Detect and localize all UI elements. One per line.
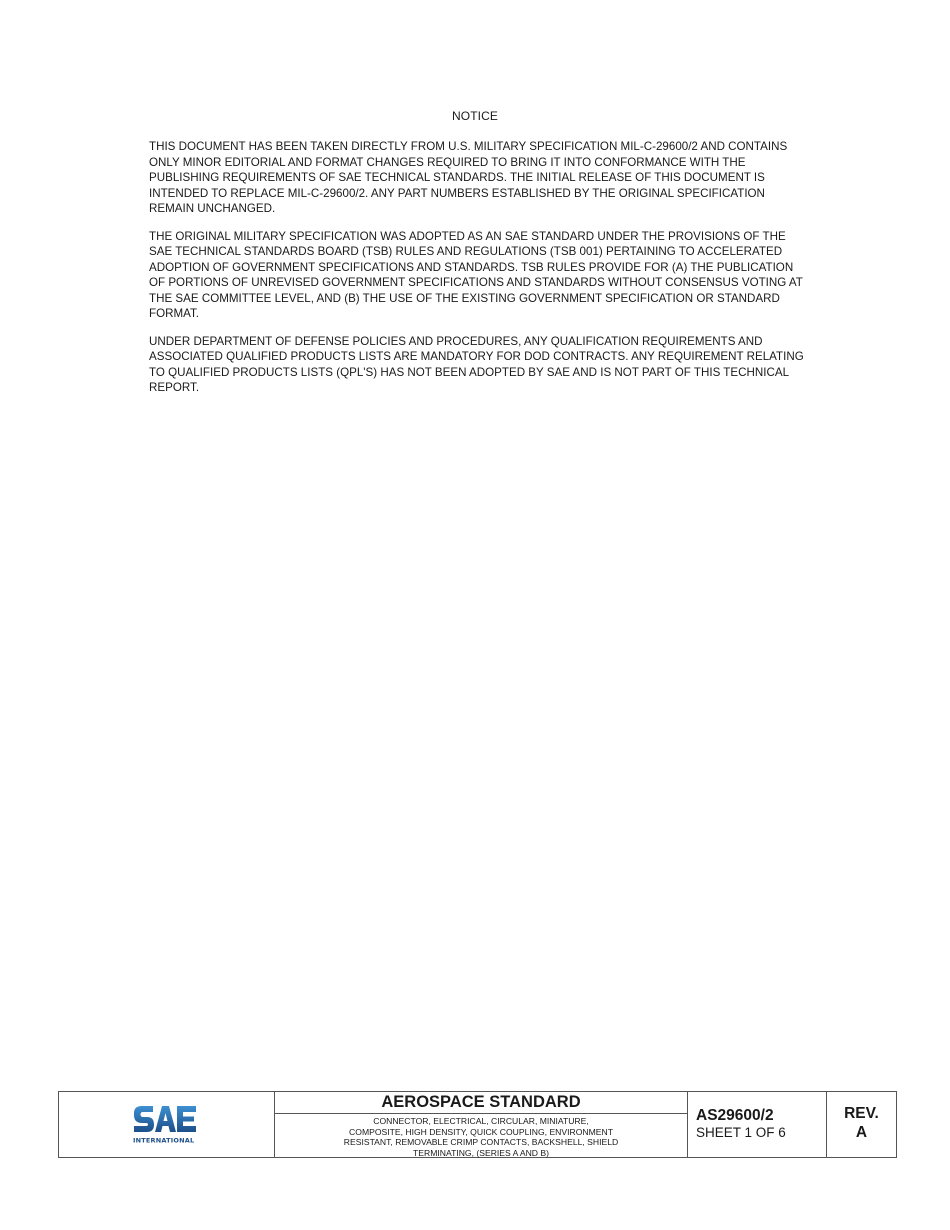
description-line: TERMINATING, (SERIES A AND B) [413,1147,549,1158]
description-line: CONNECTOR, ELECTRICAL, CIRCULAR, MINIATURE, [373,1116,589,1126]
standard-heading: AEROSPACE STANDARD [275,1092,687,1114]
description-line: RESISTANT, REMOVABLE CRIMP CONTACTS, BACKSHELL, SHIELD [343,1137,619,1148]
logo-subtext: INTERNATIONAL [132,1136,194,1144]
revision-value: A [855,1124,868,1141]
sheet-number: SHEET 1 OF 6 [696,1125,786,1140]
title-block [58,1091,897,1158]
sae-logo [59,1092,275,1157]
standard-description [275,1114,687,1158]
description-line: COMPOSITE, HIGH DENSITY, QUICK COUPLING, ENVIRONMENT [349,1126,613,1137]
notice-paragraph: THE ORIGINAL MILITARY SPECIFICATION WAS ADOPTED AS AN SAE STANDARD UNDER THE PROVISIONS OF THE SAE TECHNICAL STANDARDS BOARD (TSB) RULES AND REGULATIONS (TSB 001) PERTAINING TO ACCELERATED ADOPTION OF GOVERNMENT SPECIFICATIONS AND STANDARDS. TSB RULES PROVIDE FOR (A) THE PUBLICATION OF PORTIONS OF UNREVISED GOVERNMENT SPECIFICATIONS AND STANDARDS WITHOUT CONSENSUS VOTING AT THE SAE COMMITTEE LEVEL, AND (B) THE USE OF THE EXISTING GOVERNMENT SPECIFICATION OR STANDARD FORMAT. [149,229,803,320]
document-id-section [688,1092,827,1157]
notice-title: NOTICE [452,109,498,123]
sae-logo-mark [132,1103,202,1147]
notice-paragraph: THIS DOCUMENT HAS BEEN TAKEN DIRECTLY FROM U.S. MILITARY SPECIFICATION MIL-C-29600/2 AND CONTAINS ONLY MINOR EDITORIAL AND FORMAT CHANGES REQUIRED TO BRING IT INTO CONFORMANCE WITH THE PUBLISHING REQUIREMENTS OF SAE TECHNICAL STANDARDS. THE INITIAL RELEASE OF THIS DOCUMENT IS INTENDED TO REPLACE MIL-C-29600/2. ANY PART NUMBERS ESTABLISHED BY THE ORIGINAL SPECIFICATION REMAIN UNCHANGED. [149,140,788,215]
notice-paragraph: UNDER DEPARTMENT OF DEFENSE POLICIES AND PROCEDURES, ANY QUALIFICATION REQUIREMENTS AND ASSOCIATED QUALIFIED PRODUCTS LISTS ARE MANDATORY FOR DOD CONTRACTS. ANY REQUIREMENT RELATING TO QUALIFIED PRODUCTS LISTS (QPL'S) HAS NOT BEEN ADOPTED BY SAE AND IS NOT PART OF THIS TECHNICAL REPORT. [149,334,804,394]
notice-body [149,139,807,408]
title-section [275,1092,688,1157]
revision-section [827,1092,896,1157]
revision-label: REV. [844,1105,879,1122]
document-number: AS29600/2 [696,1107,774,1124]
